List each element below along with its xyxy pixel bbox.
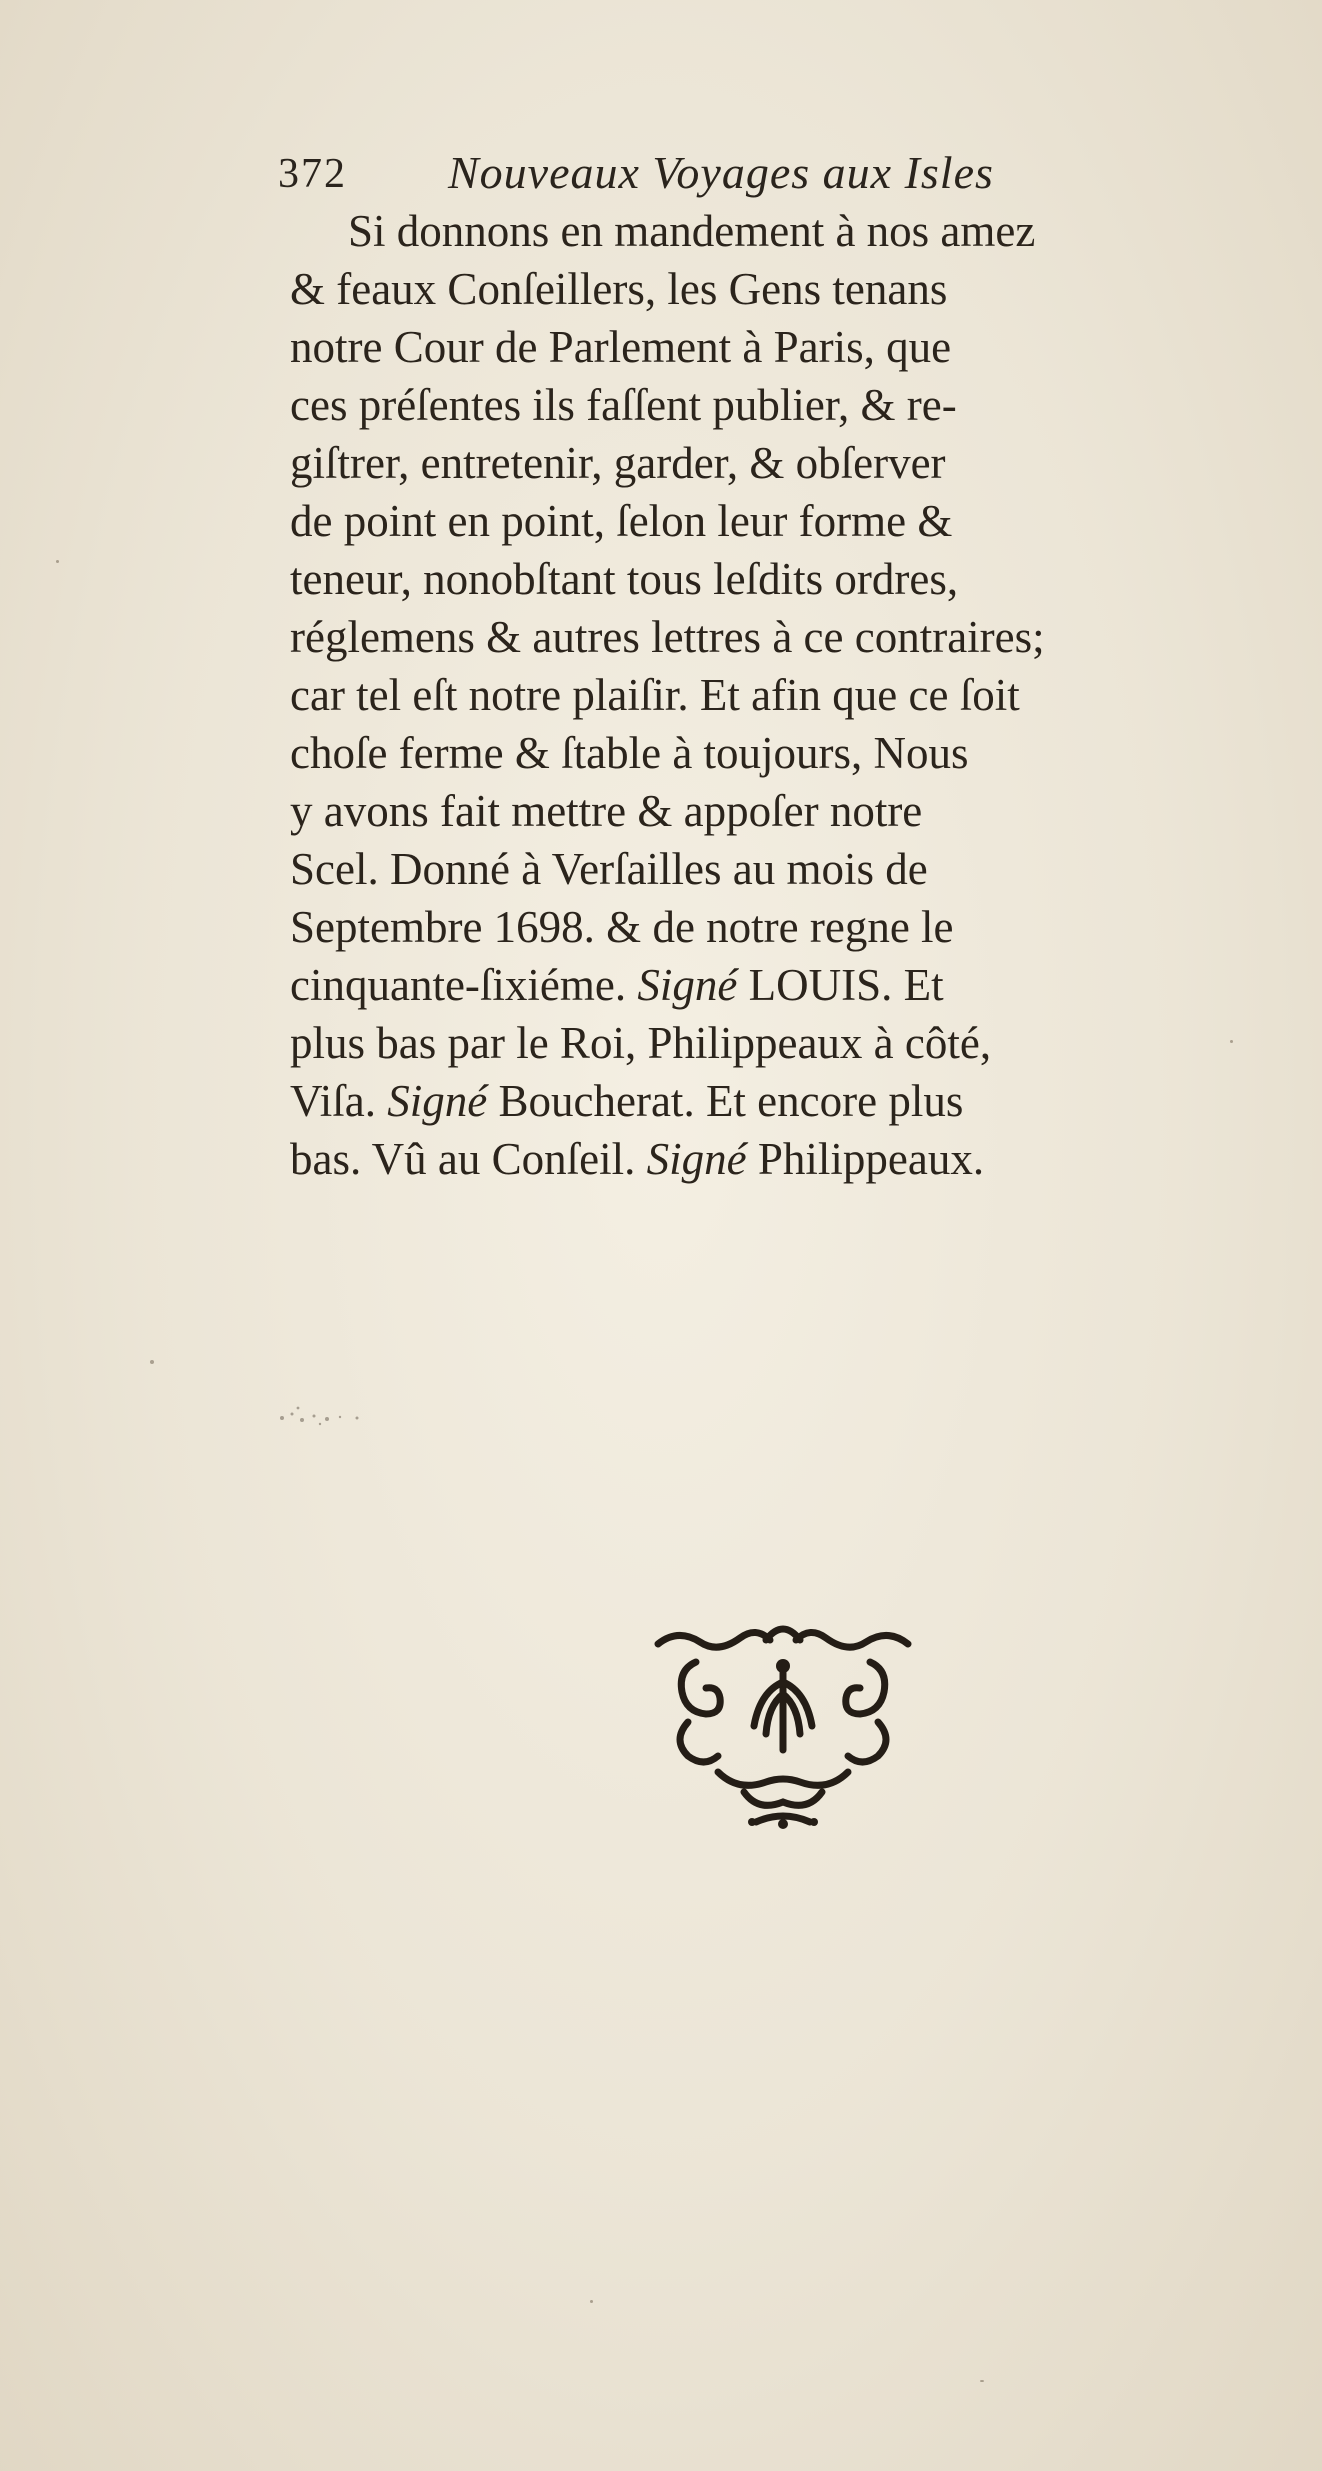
page-header xyxy=(278,146,1178,206)
text-line: Si donnons en mandement à nos amez xyxy=(348,206,1036,256)
body-text xyxy=(290,202,1290,1188)
text-line: Scel. Donné à Verſailles au mois de xyxy=(290,844,928,894)
paper-speck xyxy=(56,560,59,563)
fleuron-ornament-icon xyxy=(648,1622,918,1832)
text-fragment: LOUIS. Et xyxy=(737,960,944,1010)
text-line: réglemens & autres lettres à ce contraires; xyxy=(290,612,1045,662)
text-line: & feaux Conſeillers, les Gens tenans xyxy=(290,264,948,314)
paper-speck xyxy=(590,2300,593,2303)
text-fragment: Boucherat. Et encore plus xyxy=(487,1076,964,1126)
text-line: Septembre 1698. & de notre regne le xyxy=(290,902,954,952)
text-line-signature xyxy=(290,1130,1290,1188)
paper-speck xyxy=(980,2380,984,2382)
signe-italic: Signé xyxy=(387,1076,488,1126)
signe-italic: Signé xyxy=(646,1134,747,1184)
text-fragment: cinquante-ſixiéme. xyxy=(290,960,638,1010)
text-line: choſe ferme & ſtable à toujours, Nous xyxy=(290,728,969,778)
text-line: y avons fait mettre & appoſer notre xyxy=(290,786,923,836)
text-fragment: Viſa. xyxy=(290,1076,388,1126)
text-line: notre Cour de Parlement à Paris, que xyxy=(290,322,952,372)
running-title: Nouveaux Voyages aux Isles xyxy=(448,147,994,198)
text-line: plus bas par le Roi, Philippeaux à côté, xyxy=(290,1018,992,1068)
text-fragment: Philippeaux. xyxy=(746,1134,985,1184)
paper-speck xyxy=(150,1360,154,1364)
text-line: de point en point, ſelon leur forme & xyxy=(290,496,953,546)
text-line: car tel eſt notre plaiſir. Et afin que ce ſoit xyxy=(290,670,1020,720)
text-line-signature xyxy=(290,956,1290,1014)
ink-smudge-icon xyxy=(272,1400,382,1430)
page-number: 372 xyxy=(278,151,347,197)
text-fragment: bas. Vû au Conſeil. xyxy=(290,1134,647,1184)
signe-italic: Signé xyxy=(637,960,738,1010)
text-line-signature xyxy=(290,1072,1290,1130)
text-line: teneur, nonobſtant tous leſdits ordres, xyxy=(290,554,959,604)
text-line: giſtrer, entretenir, garder, & obſerver xyxy=(290,438,946,488)
text-line: ces préſentes ils faſſent publier, & re- xyxy=(290,380,957,430)
